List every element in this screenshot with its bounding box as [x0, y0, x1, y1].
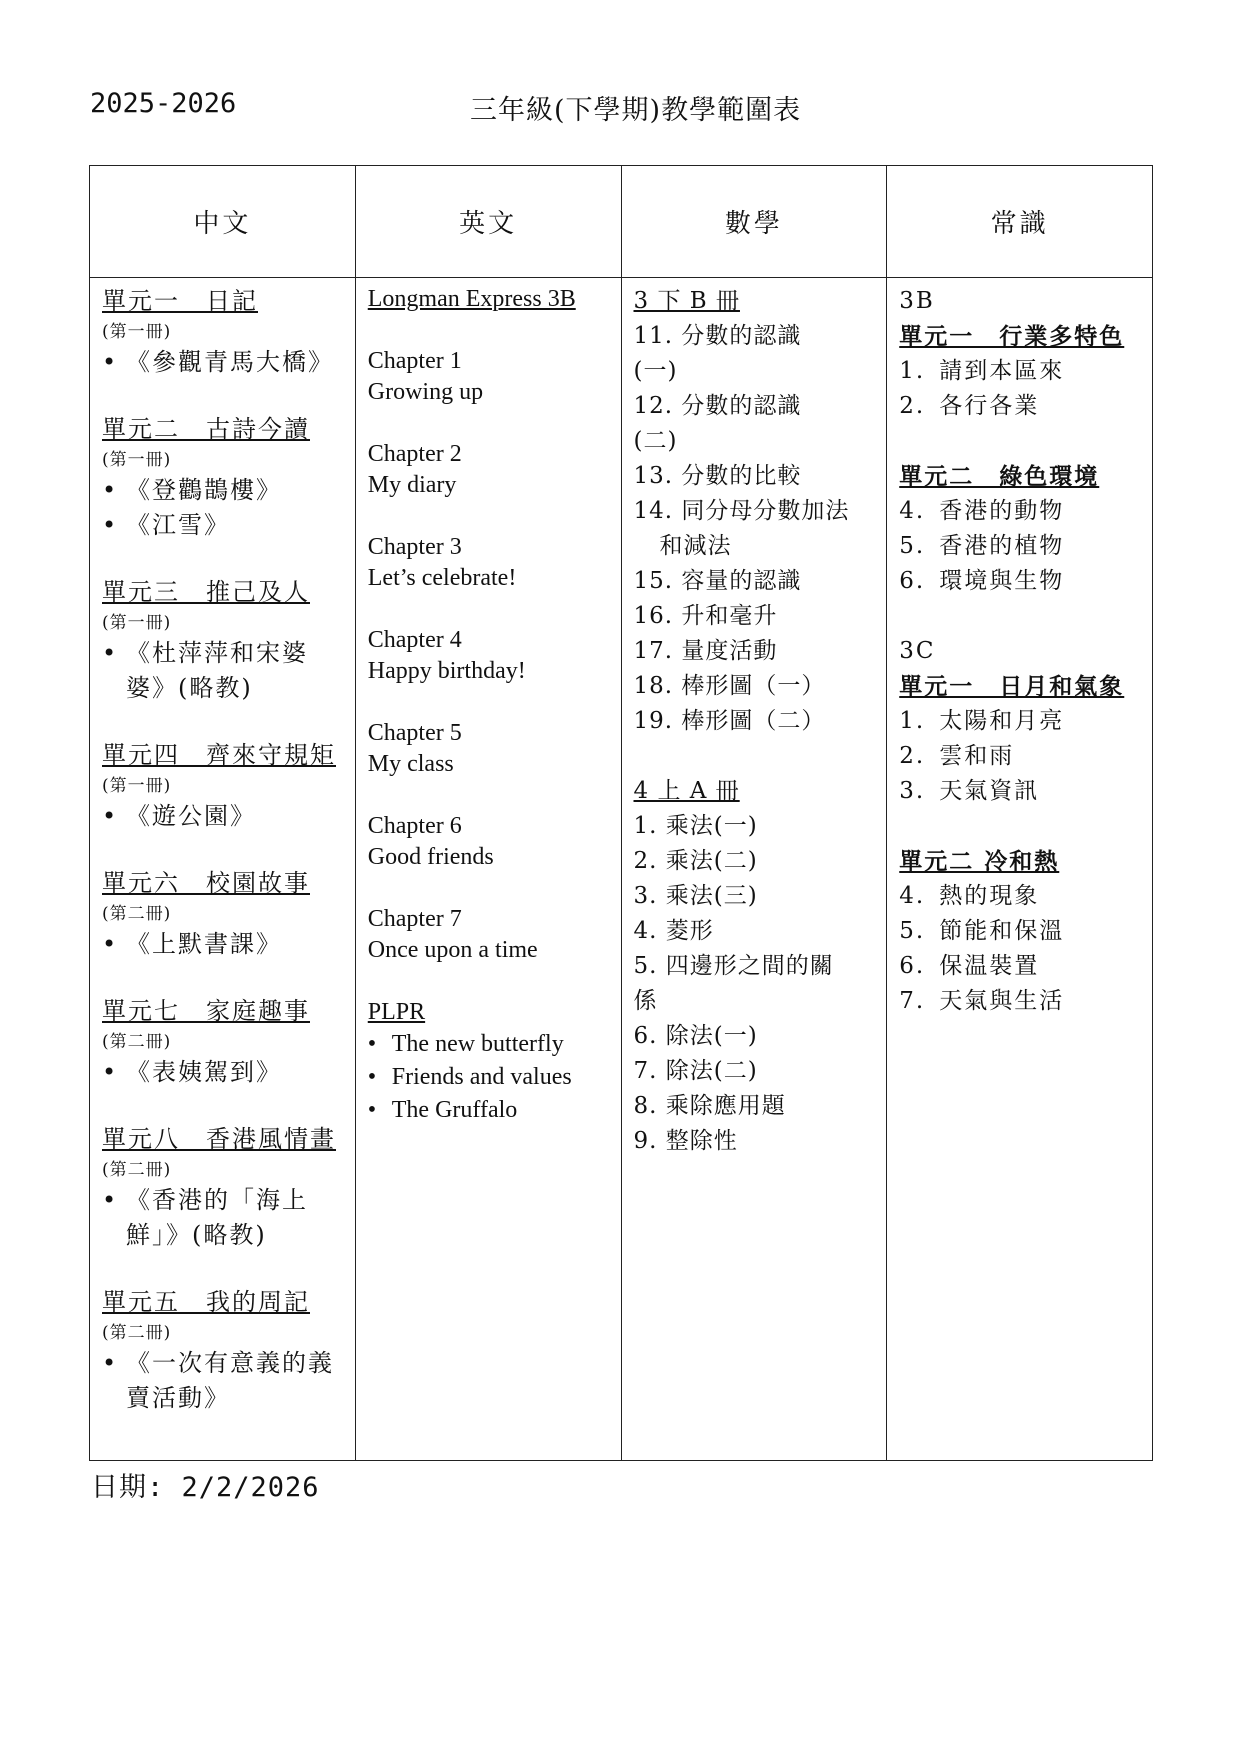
spacer — [102, 1090, 345, 1122]
math-topic: 7. 除法(二) — [633, 1058, 758, 1084]
bullet-icon: • — [102, 1349, 119, 1377]
english-chapter-number: Chapter 4 — [367, 627, 462, 653]
math-topic: 12. 分數的認識 — [633, 393, 802, 419]
plpr-title: PLPR — [367, 999, 426, 1025]
plpr-item — [368, 1028, 611, 1061]
chinese-lesson-item — [102, 799, 345, 834]
bullet-icon: • — [102, 930, 119, 958]
math-topic: 5. 四邊形之間的關 — [633, 953, 834, 979]
gs-book-label: 3B — [899, 288, 935, 314]
chinese-unit-title: 單元六 校園故事 — [102, 869, 310, 897]
gs-topic-name: 香港的動物 — [939, 498, 1065, 524]
chinese-lesson-item — [102, 508, 345, 543]
chinese-book-label: (第二冊) — [102, 1032, 172, 1052]
spacer — [368, 594, 611, 625]
chinese-lesson-title: 《參觀青馬大橋》 — [126, 348, 334, 376]
column-header-chinese: 中文 — [90, 166, 356, 278]
chinese-book-label: (第一冊) — [102, 322, 172, 342]
gs-topic-name: 香港的植物 — [939, 533, 1065, 559]
math-book-label: 4 上 A 冊 — [633, 778, 740, 804]
english-chapter-name: Once upon a time — [367, 937, 538, 963]
bullet-icon: • — [102, 639, 119, 667]
english-book-title: Longman Express 3B — [367, 286, 576, 312]
chinese-lesson-title: 《上默書課》 — [126, 930, 282, 958]
chinese-book-label: (第二冊) — [102, 1160, 172, 1180]
chinese-unit-title: 單元二 古詩今讀 — [102, 415, 310, 443]
document-date: 日期: 2/2/2026 — [91, 1472, 320, 1503]
chinese-units — [102, 284, 345, 1416]
bullet-icon: • — [367, 1097, 377, 1123]
chinese-book-label: (第二冊) — [102, 1323, 172, 1343]
math-topic: 11. 分數的認識 — [633, 323, 802, 349]
chinese-lesson-item — [102, 1055, 345, 1090]
plpr-book-title: The new butterfly — [391, 1031, 564, 1057]
math-cell — [621, 278, 887, 1461]
math-topic: 3. 乘法(三) — [633, 883, 758, 909]
english-chapter-name: Happy birthday! — [367, 658, 526, 684]
gs-topic-number: 1. — [899, 708, 926, 734]
chinese-unit-title: 單元五 我的周記 — [102, 1288, 310, 1316]
gs-topic-number: 5. — [899, 918, 926, 944]
chinese-lesson-title: 《杜萍萍和宋婆婆》(略教) — [126, 639, 308, 702]
gs-topic-item — [899, 879, 1142, 914]
math-topic: 13. 分數的比較 — [633, 463, 802, 489]
math-topic: 19. 棒形圖（二） — [633, 708, 826, 734]
gs-topic-name: 熱的現象 — [939, 883, 1040, 909]
spacer — [368, 408, 611, 439]
english-chapter-number: Chapter 2 — [367, 441, 462, 467]
gs-topic-number: 2. — [899, 393, 926, 419]
english-chapter-number: Chapter 6 — [367, 813, 462, 839]
plpr-item — [368, 1094, 611, 1127]
gs-unit-title: 單元一 日月和氣象 — [899, 673, 1125, 700]
english-cell — [355, 278, 621, 1461]
chinese-lesson-title: 《江雪》 — [126, 511, 230, 539]
gs-topic-number: 4. — [899, 883, 926, 909]
math-topic: (二) — [633, 428, 678, 454]
gs-topic-number: 1. — [899, 358, 926, 384]
english-chapter-name: Good friends — [367, 844, 494, 870]
spacer — [368, 501, 611, 532]
chinese-lesson-item — [102, 1183, 345, 1253]
math-topic: 2. 乘法(二) — [633, 848, 758, 874]
chinese-lesson-item — [102, 636, 345, 706]
chinese-unit-title: 單元七 家庭趣事 — [102, 997, 310, 1025]
table-header-row — [90, 166, 1153, 278]
gs-unit-title: 單元一 行業多特色 — [899, 323, 1125, 350]
math-topic: 9. 整除性 — [633, 1128, 738, 1154]
general-studies-cell — [887, 278, 1153, 1461]
gs-topic-item — [899, 529, 1142, 564]
math-book-label: 3 下 B 冊 — [633, 288, 740, 314]
gs-topic-item — [899, 739, 1142, 774]
gs-topic-name: 節能和保溫 — [939, 918, 1065, 944]
gs-topic-item — [899, 774, 1142, 809]
gs-topic-item — [899, 704, 1142, 739]
column-header-math: 數學 — [621, 166, 887, 278]
plpr-book-title: The Gruffalo — [391, 1097, 518, 1123]
chinese-lesson-item — [102, 473, 345, 508]
gs-topic-number: 2. — [899, 743, 926, 769]
gs-topic-item — [899, 914, 1142, 949]
chinese-unit-title: 單元八 香港風情畫 — [102, 1125, 336, 1153]
math-topic: 17. 量度活動 — [633, 638, 778, 664]
chinese-lesson-title: 《表姨駕到》 — [126, 1058, 282, 1086]
math-topic: 14. 同分母分數加法 — [633, 498, 850, 524]
chinese-book-label: (第一冊) — [102, 776, 172, 796]
english-chapter-number: Chapter 1 — [367, 348, 462, 374]
spacer — [368, 966, 611, 997]
english-chapter-name: Growing up — [367, 379, 484, 405]
math-topic: 係 — [633, 988, 658, 1014]
math-topic: 18. 棒形圖（一） — [633, 673, 826, 699]
chinese-lesson-title: 《登鸛鵲樓》 — [126, 476, 282, 504]
math-topic: 和減法 — [659, 533, 732, 559]
bullet-icon: • — [367, 1064, 377, 1090]
page-title: 三年級(下學期)教學範圍表 — [470, 95, 802, 126]
math-topic: 16. 升和毫升 — [633, 603, 778, 629]
gs-topic-item — [899, 389, 1142, 424]
english-chapter-number: Chapter 7 — [367, 906, 462, 932]
chinese-cell — [90, 278, 356, 1461]
bullet-icon: • — [102, 802, 119, 830]
spacer — [368, 873, 611, 904]
column-header-english: 英文 — [355, 166, 621, 278]
spacer — [899, 599, 1142, 634]
spacer — [899, 809, 1142, 844]
table-content-row — [90, 278, 1153, 1461]
gs-unit-title: 單元二 綠色環境 — [899, 463, 1100, 490]
bullet-icon: • — [102, 476, 119, 504]
spacer — [102, 1253, 345, 1285]
gs-topic-name: 太陽和月亮 — [939, 708, 1065, 734]
spacer — [368, 780, 611, 811]
spacer — [634, 739, 877, 774]
spacer — [899, 424, 1142, 459]
bullet-icon: • — [367, 1031, 377, 1057]
plpr-book-title: Friends and values — [391, 1064, 572, 1090]
school-year: 2025-2026 — [90, 88, 237, 119]
gs-topic-name: 請到本區來 — [939, 358, 1065, 384]
gs-topic-number: 3. — [899, 778, 926, 804]
gs-topic-number: 6. — [899, 568, 926, 594]
gs-topic-number: 6. — [899, 953, 926, 979]
english-chapter-name: Let’s celebrate! — [367, 565, 517, 591]
chinese-unit-title: 單元四 齊來守規矩 — [102, 741, 336, 769]
gs-topic-number: 4. — [899, 498, 926, 524]
math-topic: 4. 菱形 — [633, 918, 714, 944]
english-chapter-number: Chapter 3 — [367, 534, 462, 560]
chinese-lesson-title: 《一次有意義的義賣活動》 — [126, 1349, 334, 1412]
spacer — [102, 962, 345, 994]
gs-topic-name: 保温裝置 — [939, 953, 1040, 979]
spacer — [368, 315, 611, 346]
chinese-lesson-item — [102, 345, 345, 380]
chinese-unit-title: 單元三 推己及人 — [102, 578, 310, 606]
math-units — [634, 284, 877, 1159]
bullet-icon: • — [102, 1186, 119, 1214]
chinese-lesson-item — [102, 927, 345, 962]
english-chapter-name: My class — [367, 751, 454, 777]
spacer — [102, 834, 345, 866]
plpr-item — [368, 1061, 611, 1094]
gs-topic-number: 5. — [899, 533, 926, 559]
english-chapter-number: Chapter 5 — [367, 720, 462, 746]
column-header-general-studies: 常識 — [887, 166, 1153, 278]
math-topic: 1. 乘法(一) — [633, 813, 758, 839]
bullet-icon: • — [102, 1058, 119, 1086]
gs-topic-number: 7. — [899, 988, 926, 1014]
general-studies-units — [899, 284, 1142, 1019]
gs-topic-item — [899, 949, 1142, 984]
gs-topic-item — [899, 494, 1142, 529]
gs-topic-item — [899, 354, 1142, 389]
math-topic: 6. 除法(一) — [633, 1023, 758, 1049]
chinese-lesson-item — [102, 1346, 345, 1416]
gs-topic-name: 天氣資訊 — [939, 778, 1040, 804]
syllabus-table — [89, 165, 1153, 1461]
gs-book-label: 3C — [899, 638, 936, 664]
gs-topic-name: 各行各業 — [939, 393, 1040, 419]
math-topic: 15. 容量的認識 — [633, 568, 802, 594]
chinese-lesson-title: 《香港的「海上鮮」》(略教) — [126, 1186, 308, 1249]
chinese-unit-title: 單元一 日記 — [102, 287, 258, 315]
spacer — [102, 380, 345, 412]
chinese-book-label: (第一冊) — [102, 450, 172, 470]
chinese-book-label: (第二冊) — [102, 904, 172, 924]
math-topic: (一) — [633, 358, 678, 384]
bullet-icon: • — [102, 348, 119, 376]
spacer — [102, 706, 345, 738]
spacer — [102, 543, 345, 575]
spacer — [368, 687, 611, 718]
english-chapter-name: My diary — [367, 472, 457, 498]
chinese-book-label: (第一冊) — [102, 613, 172, 633]
gs-topic-item — [899, 564, 1142, 599]
math-topic: 8. 乘除應用題 — [633, 1093, 786, 1119]
chinese-lesson-title: 《遊公園》 — [126, 802, 256, 830]
english-units — [368, 284, 611, 1127]
gs-topic-name: 雲和雨 — [939, 743, 1015, 769]
gs-topic-name: 環境與生物 — [939, 568, 1065, 594]
gs-unit-title: 單元二 冷和熱 — [899, 848, 1060, 875]
gs-topic-item — [899, 984, 1142, 1019]
bullet-icon: • — [102, 511, 119, 539]
gs-topic-name: 天氣與生活 — [939, 988, 1065, 1014]
